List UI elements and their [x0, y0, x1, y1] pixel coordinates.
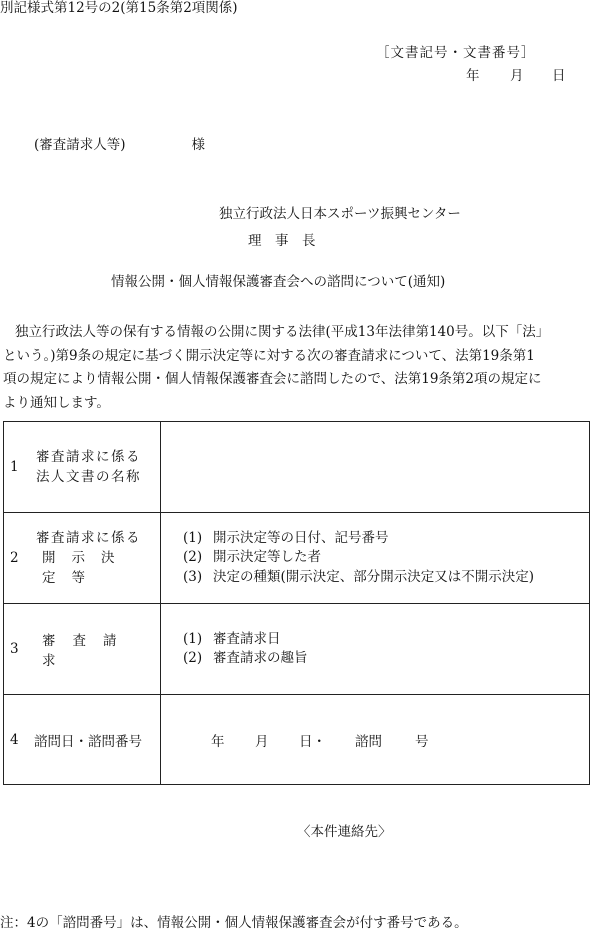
row-content-cell — [161, 422, 590, 513]
body-paragraph — [3, 321, 589, 415]
row-label-line1: 審査請求 — [42, 633, 134, 669]
addressee-label: (審査請求人等) — [34, 137, 126, 153]
row-label-cell — [4, 604, 161, 695]
form-identifier: 別記様式第12号の2(第15条第2項関係) — [0, 0, 238, 16]
addressee-honorific: 様 — [191, 137, 206, 153]
body-line: 項の規定により情報公開・個人情報保護審査会に諮問したので、法第19条第2項の規定に — [3, 371, 542, 387]
contact-label: 〈本件連絡先〉 — [297, 824, 392, 840]
table-row — [4, 695, 590, 785]
issue-date — [466, 70, 566, 84]
list-item: (1) 開示決定等の日付、記号番号 — [183, 529, 389, 546]
row-label-line2: 開示決定等 — [42, 550, 131, 586]
reply-month: 月 — [255, 733, 269, 750]
inquiry-details-table — [3, 421, 590, 785]
row-number: 4 — [10, 731, 19, 748]
row-number: 3 — [10, 641, 19, 657]
row-label-line2: 法人文書の名称 — [36, 469, 141, 485]
document-number: ［文書記号・文書番号］ — [376, 45, 536, 61]
addressee — [34, 139, 205, 153]
row-number: 2 — [10, 550, 19, 566]
table-row — [4, 422, 590, 513]
date-month: 月 — [510, 68, 524, 84]
table-row — [4, 513, 590, 604]
body-line: 独立行政法人等の保有する情報の公開に関する法律(平成13年法律第140号。以下「法」 — [15, 324, 550, 340]
row-label-line1: 審査請求に係る — [36, 449, 141, 465]
list-item: (2) 審査請求の趣旨 — [183, 650, 308, 666]
list-item: (1) 審査請求日 — [183, 630, 281, 647]
reply-year: 年 — [211, 733, 225, 750]
row-content-cell — [161, 695, 590, 785]
row-number: 1 — [10, 459, 19, 475]
body-line: という。)第9条の規定に基づく開示決定等に対する次の審査請求について、法第19条第1 — [3, 347, 535, 364]
reply-day: 日・ — [299, 733, 326, 750]
sender-title: 理 事 長 — [248, 233, 316, 249]
row-content-cell — [161, 604, 590, 695]
list-item: (3) 決定の種類(開示決定、部分開示決定又は不開示決定) — [183, 568, 535, 585]
row-label-line1: 審査請求に係る — [36, 530, 141, 546]
row-label-cell — [4, 422, 161, 513]
list-item: (2) 開示決定等した者 — [183, 549, 321, 566]
document-subject: 情報公開・個人情報保護審査会への諮問について(通知) — [111, 274, 446, 290]
date-year: 年 — [466, 68, 480, 84]
footnote: 注：4の「諮問番号」は、情報公開・個人情報保護審査会が付す番号である。 — [0, 915, 468, 931]
row-label-cell — [4, 695, 161, 785]
row-content-cell — [161, 513, 590, 604]
body-line: より通知します。 — [3, 394, 110, 411]
row-label-cell — [4, 513, 161, 604]
row-label-line1: 諮問日・諮問番号 — [34, 733, 142, 750]
table-row — [4, 604, 590, 695]
reply-number-suffix: 号 — [415, 733, 429, 750]
reply-inquiry: 諮問 — [355, 733, 382, 750]
inquiry-date-number — [161, 730, 589, 750]
date-day: 日 — [552, 68, 566, 84]
sender-organization: 独立行政法人日本スポーツ振興センター — [219, 206, 461, 222]
